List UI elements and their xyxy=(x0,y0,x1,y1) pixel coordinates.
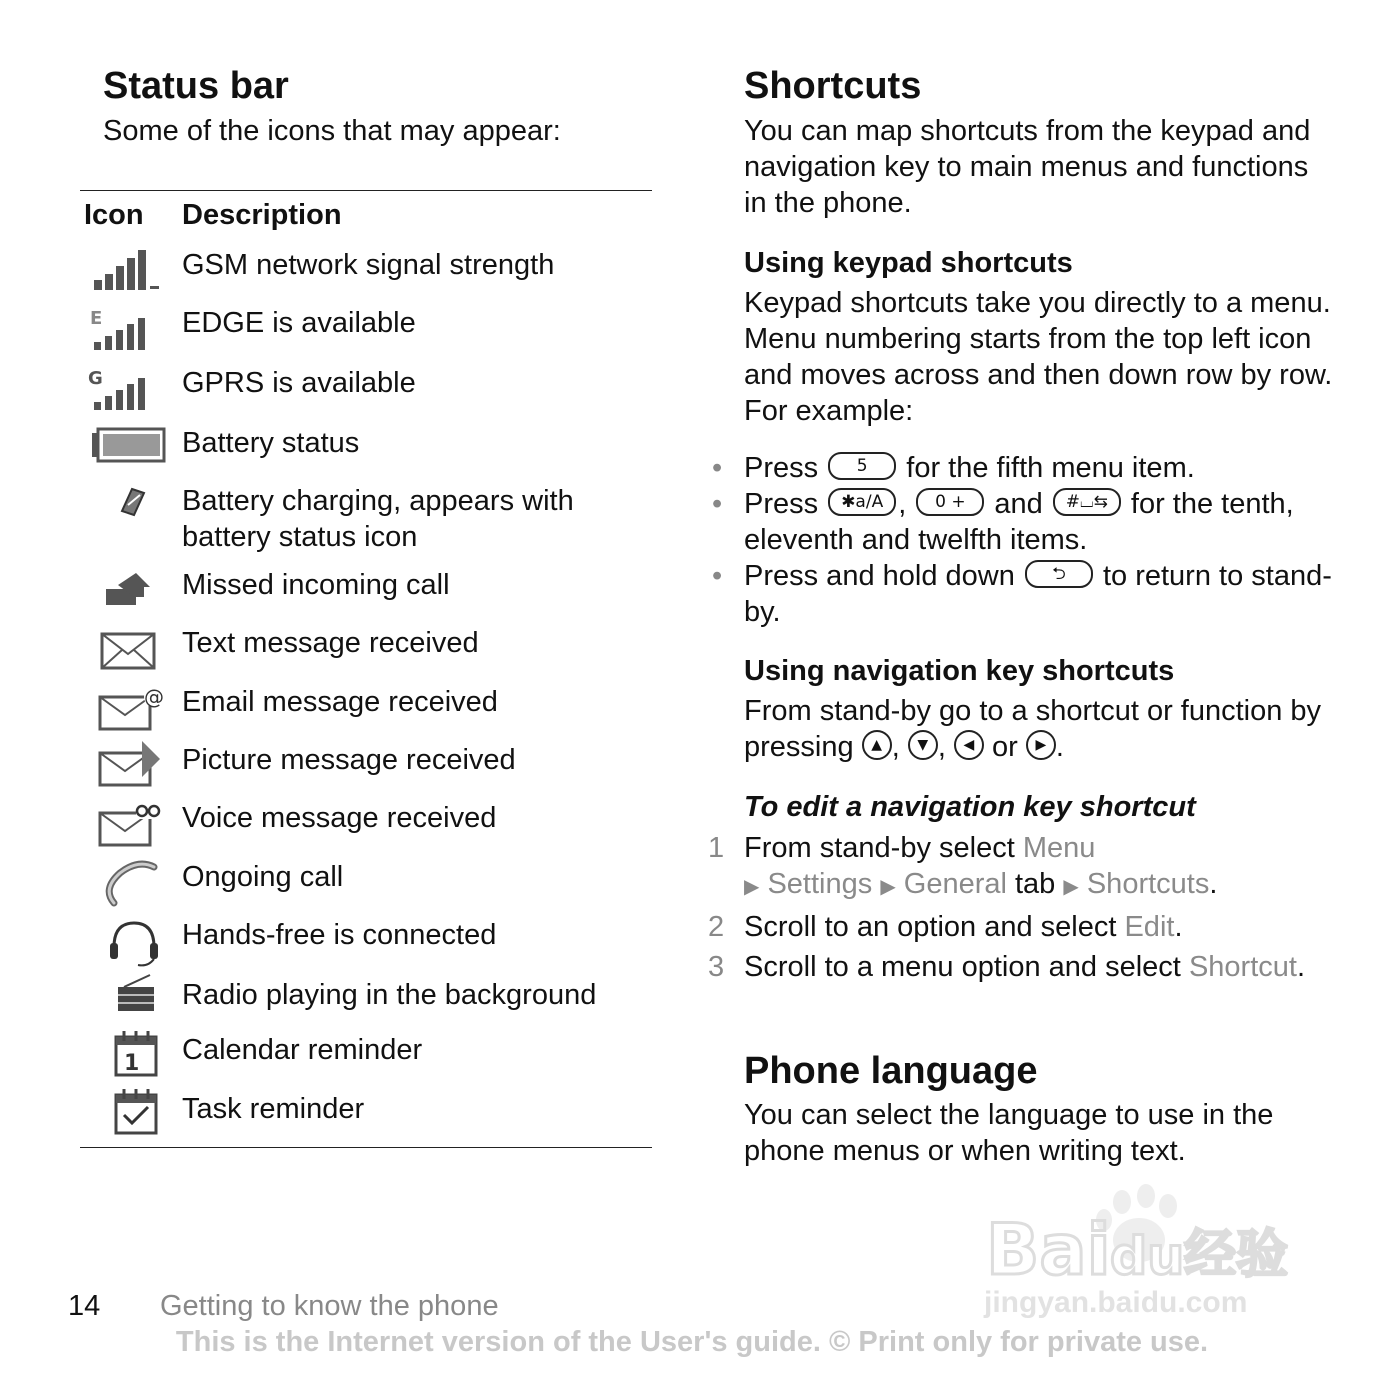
signal-strength-icon xyxy=(88,246,164,296)
phone-language-heading: Phone language xyxy=(744,1050,1038,1092)
chapter-title: Getting to know the phone xyxy=(160,1290,499,1322)
list-item xyxy=(712,450,1332,486)
key-5-icon: 5 xyxy=(828,452,896,480)
key-star-icon: ✱a/A xyxy=(828,488,896,516)
table-row-desc: Picture message received xyxy=(182,744,516,776)
shortcuts-intro: You can map shortcuts from the keypad and navigation key to main menus and functions in the phone. xyxy=(744,115,1311,219)
battery-icon xyxy=(88,423,164,473)
nav-shortcuts-body xyxy=(744,693,1334,765)
bullet-icon: • xyxy=(712,452,723,484)
svg-text:E: E xyxy=(90,308,103,329)
key-0-icon: 0 + xyxy=(916,488,984,516)
svg-text:du: du xyxy=(1110,1227,1185,1287)
table-row-desc: Text message received xyxy=(182,627,479,659)
step-number: 2 xyxy=(708,911,725,943)
text: Scroll to an option and select xyxy=(744,911,1117,943)
arrow-right-icon: ▶ xyxy=(1063,876,1079,898)
col-header-description: Description xyxy=(182,199,342,231)
nav-down-icon: ▼ xyxy=(908,730,938,760)
table-row-desc: Task reminder xyxy=(182,1093,365,1125)
edit-label: Edit xyxy=(1124,911,1175,943)
table-row-desc: GSM network signal strength xyxy=(182,249,555,281)
menu-label: Menu xyxy=(1022,832,1096,864)
svg-text:G: G xyxy=(88,368,103,389)
arrow-right-icon: ▶ xyxy=(880,876,896,898)
col-header-icon: Icon xyxy=(84,199,144,231)
table-row-desc: Voice message received xyxy=(182,802,497,834)
missed-call-icon xyxy=(88,567,164,617)
table-row-desc: Radio playing in the background xyxy=(182,979,597,1011)
shortcuts-label: Shortcuts xyxy=(1086,868,1210,900)
status-bar-intro: Some of the icons that may appear: xyxy=(103,115,561,147)
table-row-desc: Missed incoming call xyxy=(182,569,450,601)
keypad-shortcuts-heading: Using keypad shortcuts xyxy=(744,247,1073,279)
table-row-desc: Ongoing call xyxy=(182,861,344,893)
keypad-shortcuts-body: Keypad shortcuts take you directly to a menu. Menu numbering starts from the top left icon and moves across and then down row by row. For example: xyxy=(744,287,1333,427)
text: , xyxy=(898,488,907,520)
text: and xyxy=(994,488,1043,520)
svg-text:1: 1 xyxy=(124,1051,140,1076)
keypad-examples-list xyxy=(712,450,1332,630)
step-number: 3 xyxy=(708,951,725,983)
text: or xyxy=(992,731,1018,763)
text: , xyxy=(891,731,900,763)
list-item xyxy=(712,558,1332,630)
list-item: 2 Scroll to an option and select Edit. xyxy=(708,911,1183,943)
nav-left-icon: ◀ xyxy=(954,730,984,760)
status-bar-heading: Status bar xyxy=(103,65,289,107)
email-message-icon xyxy=(88,685,164,735)
key-hash-icon: #⌴⇆ xyxy=(1053,488,1121,516)
text: Press xyxy=(744,488,819,520)
text: to return to stand-by. xyxy=(744,560,1332,628)
general-label: General xyxy=(903,868,1007,900)
text: Press xyxy=(744,452,819,484)
table-row-desc: GPRS is available xyxy=(182,367,416,399)
edit-nav-shortcut-heading: To edit a navigation key shortcut xyxy=(744,791,1196,823)
table-row-desc: EDGE is available xyxy=(182,307,416,339)
copyright-notice: This is the Internet version of the User's guide. © Print only for private use. xyxy=(175,1326,1209,1358)
shortcut-label: Shortcut xyxy=(1188,951,1297,983)
battery-charging-icon xyxy=(88,483,164,533)
table-row-desc: Battery charging, appears with battery status icon xyxy=(182,485,574,553)
text-message-icon xyxy=(88,626,164,676)
step-number: 1 xyxy=(708,832,725,864)
gprs-icon xyxy=(88,364,164,414)
edit-steps-list xyxy=(708,830,1328,989)
text: , xyxy=(937,731,946,763)
voice-message-icon xyxy=(88,801,164,851)
phone-language-body: You can select the language to use in the phone menus or when writing text. xyxy=(744,1099,1274,1167)
task-icon xyxy=(88,1087,164,1137)
radio-icon xyxy=(88,973,164,1023)
nav-shortcuts-heading: Using navigation key shortcuts xyxy=(744,655,1175,687)
text: . xyxy=(1055,731,1064,763)
watermark-url: jingyan.baidu.com xyxy=(984,1286,1248,1319)
text: Press and hold down xyxy=(744,560,1015,592)
list-item: 3 Scroll to a menu option and select Shortcut. xyxy=(708,951,1305,983)
ongoing-call-icon xyxy=(88,859,164,909)
table-row-desc: Calendar reminder xyxy=(182,1034,423,1066)
picture-message-icon xyxy=(88,741,164,791)
nav-right-icon: ▶ xyxy=(1026,730,1056,760)
bullet-icon: • xyxy=(712,488,723,520)
shortcuts-heading: Shortcuts xyxy=(744,65,922,107)
text: Scroll to a menu option and select xyxy=(744,951,1181,983)
nav-up-icon: ▲ xyxy=(862,730,892,760)
text: for the tenth, eleventh and twelfth items. xyxy=(744,488,1294,556)
calendar-icon xyxy=(88,1029,164,1079)
icon-table xyxy=(80,190,652,1148)
table-row-desc: Battery status xyxy=(182,427,360,459)
settings-label: Settings xyxy=(767,868,873,900)
text: for the fifth menu item. xyxy=(906,452,1195,484)
text: From stand-by select xyxy=(744,832,1015,864)
handsfree-icon xyxy=(88,917,164,967)
back-key-icon: ⮌ xyxy=(1025,560,1093,588)
list-item xyxy=(712,486,1332,558)
table-row-desc: Hands-free is connected xyxy=(182,919,497,951)
page-number: 14 xyxy=(68,1290,101,1322)
svg-text:经验: 经验 xyxy=(1184,1225,1289,1285)
bullet-icon: • xyxy=(712,560,723,592)
edge-icon xyxy=(88,304,164,354)
text: tab xyxy=(1015,868,1056,900)
arrow-right-icon: ▶ xyxy=(744,876,760,898)
text: From stand-by go to a shortcut or function by pressing xyxy=(744,695,1322,763)
svg-text:Bai: Bai xyxy=(986,1209,1111,1290)
baidu-watermark-logo xyxy=(984,1180,1304,1290)
list-item: 1 From stand-by select Menu ▶ Settings ▶ General tab ▶ Shortcuts. xyxy=(708,832,1218,900)
svg-text:@: @ xyxy=(144,685,164,709)
table-row-desc: Email message received xyxy=(182,686,498,718)
